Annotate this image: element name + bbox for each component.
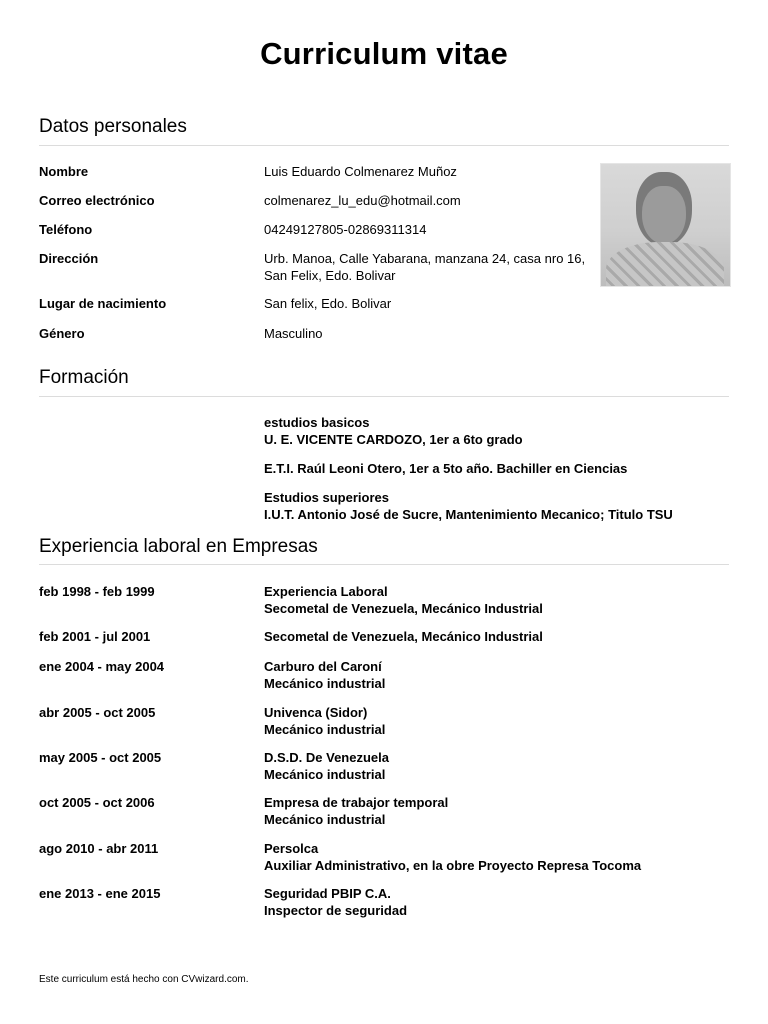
section-divider bbox=[39, 564, 729, 565]
experience-dates: ago 2010 - abr 2011 bbox=[39, 841, 159, 856]
value-gender: Masculino bbox=[264, 326, 323, 341]
experience-entry: Persolca Auxiliar Administrativo, en la obre Proyecto Represa Tocoma bbox=[264, 841, 642, 873]
education-item: E.T.I. Raúl Leoni Otero, 1er a 5to año. Bachiller en Ciencias bbox=[264, 461, 628, 476]
value-birthplace: San felix, Edo. Bolivar bbox=[264, 296, 392, 311]
label-address: Dirección bbox=[39, 251, 99, 266]
experience-entry: Empresa de trabajor temporal Mecánico industrial bbox=[264, 795, 449, 827]
experience-entry: Seguridad PBIP C.A. Inspector de seguridad bbox=[264, 886, 408, 918]
page-title: Curriculum vitae bbox=[260, 36, 508, 71]
label-name: Nombre bbox=[39, 164, 89, 179]
experience-entry: D.S.D. De Venezuela Mecánico industrial bbox=[264, 750, 389, 782]
experience-dates: oct 2005 - oct 2006 bbox=[39, 795, 155, 810]
value-email: colmenarez_lu_edu@hotmail.com bbox=[264, 193, 461, 208]
profile-photo bbox=[600, 163, 731, 287]
experience-entry: Univenca (Sidor) Mecánico industrial bbox=[264, 705, 386, 737]
experience-entry: Carburo del Caroní Mecánico industrial bbox=[264, 659, 386, 691]
experience-dates: feb 2001 - jul 2001 bbox=[39, 629, 151, 644]
value-name: Luis Eduardo Colmenarez Muñoz bbox=[264, 164, 457, 179]
experience-entry: Experiencia Laboral Secometal de Venezuela, Mecánico Industrial bbox=[264, 584, 543, 616]
label-birthplace: Lugar de nacimiento bbox=[39, 296, 167, 311]
experience-dates: feb 1998 - feb 1999 bbox=[39, 584, 155, 599]
section-divider bbox=[39, 396, 729, 397]
label-email: Correo electrónico bbox=[39, 193, 155, 208]
experience-dates: may 2005 - oct 2005 bbox=[39, 750, 162, 765]
education-item: estudios basicos U. E. VICENTE CARDOZO, 1er a 6to grado bbox=[264, 415, 523, 447]
experience-dates: ene 2013 - ene 2015 bbox=[39, 886, 161, 901]
section-heading-education: Formación bbox=[39, 367, 129, 388]
section-heading-personal: Datos personales bbox=[39, 116, 187, 137]
footer-note: Este curriculum está hecho con CVwizard.com. bbox=[39, 974, 249, 985]
section-heading-experience: Experiencia laboral en Empresas bbox=[39, 536, 318, 557]
experience-entry: Secometal de Venezuela, Mecánico Industrial bbox=[264, 629, 543, 644]
value-address: Urb. Manoa, Calle Yabarana, manzana 24, casa nro 16, San Felix, Edo. Bolivar bbox=[264, 251, 586, 283]
value-phone: 04249127805-02869311314 bbox=[264, 222, 427, 237]
education-item: Estudios superiores I.U.T. Antonio José de Sucre, Mantenimiento Mecanico; Titulo TSU bbox=[264, 490, 673, 522]
experience-dates: ene 2004 - may 2004 bbox=[39, 659, 165, 674]
section-divider bbox=[39, 145, 729, 146]
label-phone: Teléfono bbox=[39, 222, 93, 237]
label-gender: Género bbox=[39, 326, 85, 341]
experience-dates: abr 2005 - oct 2005 bbox=[39, 705, 156, 720]
